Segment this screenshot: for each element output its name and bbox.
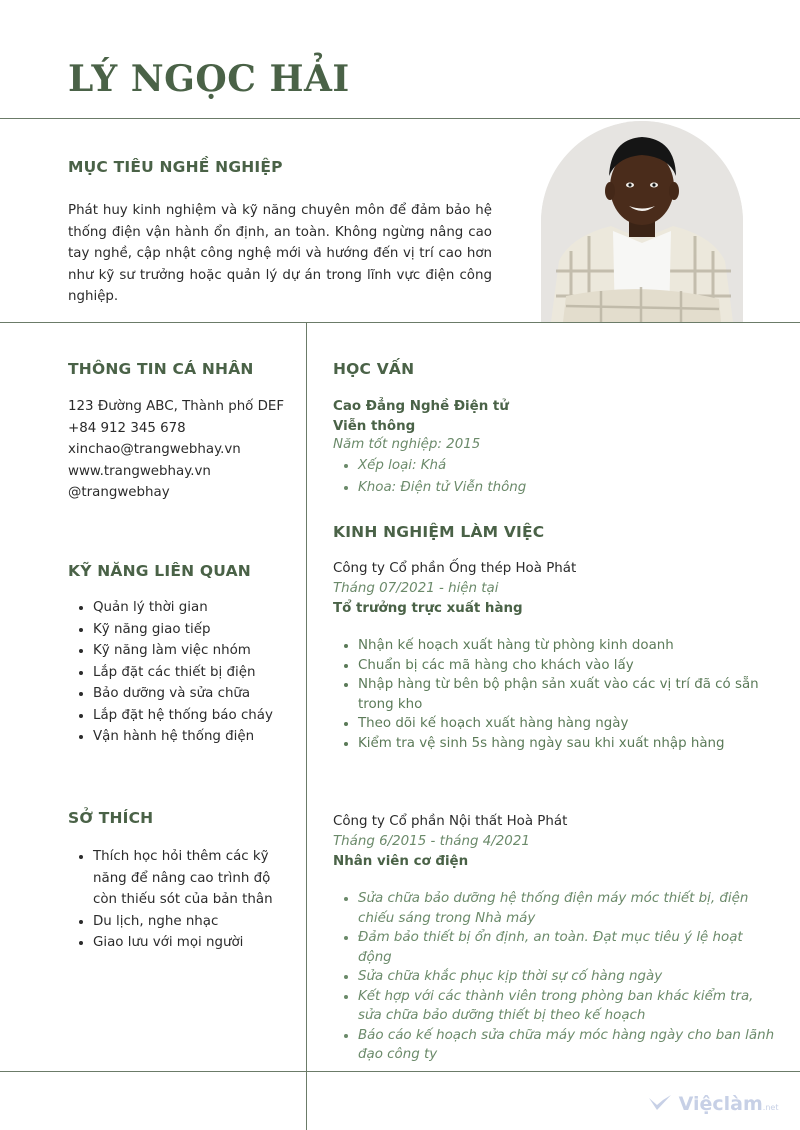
education-year: Năm tốt nghiệp: 2015 (333, 437, 481, 452)
watermark-brand: Việclàm (678, 1093, 763, 1115)
list-item: • Sửa chữa bảo dưỡng hệ thống điện máy móc thiết bị, điện chiếu sáng trong Nhà máy (358, 889, 776, 928)
job-tasks (333, 889, 776, 1065)
divider-middle (0, 322, 800, 323)
experience-title: KINH NGHIỆM LÀM VIỆC (333, 523, 545, 541)
contact-address: 123 Đường ABC, Thành phố DEF (68, 399, 285, 414)
list-item: • Xếp loại: Khá (358, 455, 778, 477)
list-item: • Khoa: Điện tử Viễn thông (358, 477, 778, 499)
list-item: • Đảm bảo thiết bị ổn định, an toàn. Đạt mục tiêu ý lệ hoạt động (358, 928, 776, 967)
job-role: Nhân viên cơ điện (333, 854, 469, 869)
contact-website: www.trangwebhay.vn (68, 463, 211, 479)
divider-bottom (0, 1071, 800, 1072)
list-item: • Thích học hỏi thêm các kỹ năng để nâng cao trình độ còn thiếu sót của bản thân (93, 846, 288, 911)
list-item: • Lắp đặt hệ thống báo cháy (93, 705, 313, 727)
list-item: • Kỹ năng giao tiếp (93, 619, 313, 641)
list-item: • Chuẩn bị các mã hàng cho khách vào lấy (358, 656, 763, 676)
list-item: • Nhận kế hoạch xuất hàng từ phòng kinh doanh (358, 636, 763, 656)
contact-list (68, 396, 284, 504)
list-item: • Báo cáo kế hoạch sửa chữa máy móc hàng ngày cho ban lãnh đạo công ty (358, 1026, 776, 1065)
objective-text: Phát huy kinh nghiệm và kỹ năng chuyên môn để đảm bảo hệ thống điện vận hành ổn định, an toàn. Không ngừng nâng cao tay nghề, cập nhật công nghệ mới và hướng đến vị trí cao hơn như kỹ sư trưởng hoặc quản lý dự án trong lĩnh vực điện công nghiệp. (68, 203, 492, 304)
list-item: • Vận hành hệ thống điện (93, 726, 313, 748)
job-company: Công ty Cổ phần Ống thép Hoà Phát (333, 561, 577, 576)
job-tasks (333, 636, 763, 753)
watermark-logo (648, 1093, 778, 1115)
skills-list (68, 597, 313, 748)
candidate-name: LÝ NGỌC HẢI (68, 58, 350, 100)
list-item: • Sửa chữa khắc phục kịp thời sự cố hàng ngày (358, 967, 776, 987)
list-item: • Kiểm tra vệ sinh 5s hàng ngày sau khi xuất nhập hàng (358, 734, 763, 754)
watermark-suffix: .net (762, 1103, 779, 1112)
list-item: • Quản lý thời gian (93, 597, 313, 619)
hobbies-list (68, 846, 288, 954)
list-item: • Giao lưu với mọi người (93, 932, 288, 954)
list-item: • Kết hợp với các thành viên trong phòng ban khác kiểm tra, sửa chữa bảo dưỡng thiết bị theo kế hoạch (358, 987, 776, 1026)
list-item: • Nhập hàng từ bên bộ phận sản xuất vào các vị trí đã có sẵn trong kho (358, 675, 763, 714)
job-date: Tháng 6/2015 - tháng 4/2021 (333, 834, 530, 849)
job-date: Tháng 07/2021 - hiện tại (333, 581, 499, 596)
divider-top (0, 118, 800, 119)
education-school: Cao Đẳng Nghề Điện tử Viễn thông (333, 399, 509, 434)
contact-social: @trangwebhay (68, 485, 170, 500)
check-icon (648, 1094, 672, 1112)
hobbies-title: SỞ THÍCH (68, 809, 154, 827)
contact-email: xinchao@trangwebhay.vn (68, 442, 241, 457)
contact-phone: +84 912 345 678 (68, 420, 186, 436)
job-company: Công ty Cổ phần Nội thất Hoà Phát (333, 814, 568, 829)
education-title: HỌC VẤN (333, 360, 415, 378)
list-item: • Bảo dưỡng và sửa chữa (93, 683, 313, 705)
skills-title: KỸ NĂNG LIÊN QUAN (68, 562, 251, 580)
job-entry (333, 559, 763, 619)
list-item: • Lắp đặt các thiết bị điện (93, 662, 313, 684)
job-role: Tổ trưởng trực xuất hàng (333, 601, 523, 616)
list-item: • Du lịch, nghe nhạc (93, 911, 288, 933)
job-entry (333, 812, 763, 872)
list-item: • Theo dõi kế hoạch xuất hàng hàng ngày (358, 714, 763, 734)
objective-title: MỤC TIÊU NGHỀ NGHIỆP (68, 158, 283, 176)
personal-info-title: THÔNG TIN CÁ NHÂN (68, 360, 254, 378)
education-details (333, 455, 778, 498)
list-item: • Kỹ năng làm việc nhóm (93, 640, 313, 662)
profile-photo (541, 121, 743, 322)
